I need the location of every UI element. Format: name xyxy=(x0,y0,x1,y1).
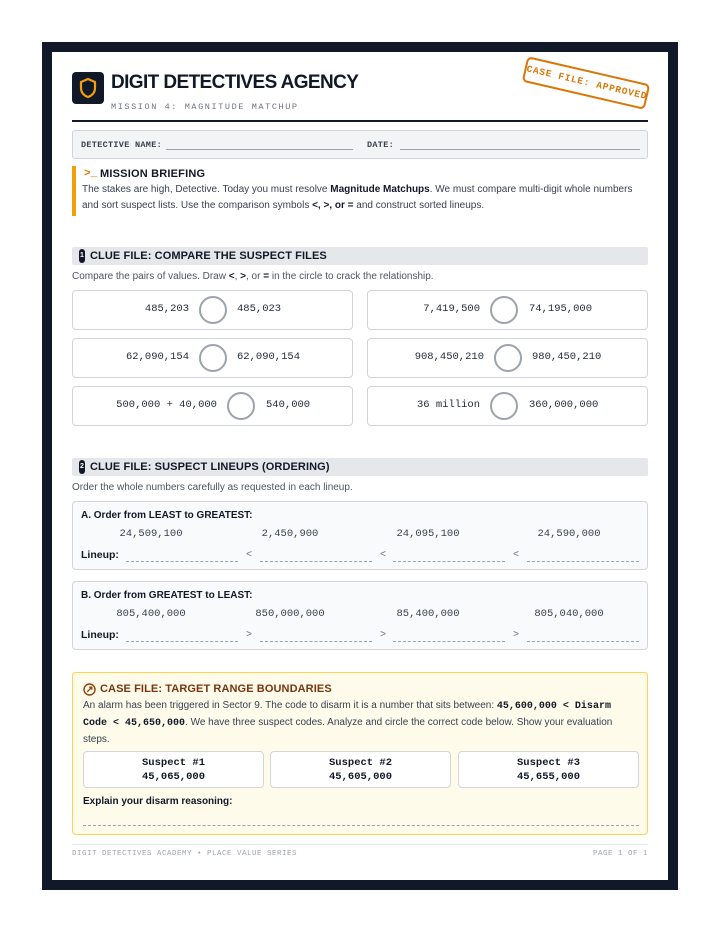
compare-left-value: 500,000 + 40,000 xyxy=(116,399,217,411)
lineup-answer-slot[interactable] xyxy=(126,641,238,642)
lineup-answer-slot[interactable] xyxy=(126,561,238,562)
lineup-number: 24,509,100 xyxy=(119,528,183,540)
lineup-title: B. Order from GREATEST to LEAST: xyxy=(81,590,253,601)
compare-card xyxy=(367,290,648,330)
suspect-name: Suspect #2 xyxy=(328,757,392,769)
lineup-answer-slot[interactable] xyxy=(260,561,372,562)
date-label: DATE: xyxy=(367,140,395,150)
compare-left-value: 485,203 xyxy=(144,303,189,315)
lineup-number: 2,450,900 xyxy=(261,528,319,540)
briefing-text: The stakes are high, Detective. Today you must resolve Magnitude Matchups. We must compare multi-digit whole numbers and sort suspect lists. Use the comparison symbols <, >, or = and construct sorted lineups. xyxy=(82,184,633,211)
footer-divider xyxy=(72,844,648,845)
lineup-answer-slot[interactable] xyxy=(393,641,505,642)
suspect-code-card[interactable] xyxy=(83,751,264,788)
target-description: An alarm has been triggered in Sector 9. The code to disarm it is a number that sits between: 45,600,000 < Disarm Code < 45,650,000. We have three suspect codes. Analyze and circle the correct code below. Show your evaluation steps. xyxy=(83,700,613,745)
briefing-title: MISSION BRIEFING xyxy=(100,168,206,180)
date-field[interactable] xyxy=(400,149,640,150)
compare-card xyxy=(367,386,648,426)
compare-right-value: 360,000,000 xyxy=(529,399,599,411)
greater-than-symbol: > xyxy=(513,629,519,640)
target-icon xyxy=(83,683,96,696)
target-range-card xyxy=(72,672,648,835)
lineup-number: 805,040,000 xyxy=(534,608,604,620)
compare-answer-circle[interactable] xyxy=(490,392,518,420)
section-title: CLUE FILE: SUSPECT LINEUPS (ORDERING) xyxy=(90,461,330,473)
suspect-value: 45,655,000 xyxy=(516,771,580,783)
suspect-value: 45,065,000 xyxy=(141,771,205,783)
section-2-instructions: Order the whole numbers carefully as requested in each lineup. xyxy=(72,482,353,493)
footer-page-number: PAGE 1 OF 1 xyxy=(592,850,648,858)
compare-left-value: 36 million xyxy=(416,399,480,411)
less-than-symbol: < xyxy=(513,549,519,560)
compare-card xyxy=(72,386,353,426)
compare-left-value: 908,450,210 xyxy=(414,351,484,363)
suspect-name: Suspect #1 xyxy=(141,757,205,769)
lineup-number: 24,095,100 xyxy=(396,528,460,540)
lineup-number: 850,000,000 xyxy=(255,608,325,620)
less-than-symbol: < xyxy=(380,549,386,560)
explain-answer-line[interactable] xyxy=(83,825,639,826)
lineup-label: Lineup: xyxy=(81,549,119,561)
lineup-number: 85,400,000 xyxy=(396,608,460,620)
compare-card xyxy=(367,338,648,378)
greater-than-symbol: > xyxy=(380,629,386,640)
mission-subtitle: MISSION 4: MAGNITUDE MATCHUP xyxy=(111,102,299,112)
lineup-title: A. Order from LEAST to GREATEST: xyxy=(81,510,253,521)
header-divider xyxy=(72,120,648,122)
compare-left-value: 62,090,154 xyxy=(125,351,189,363)
lineup-answer-slot[interactable] xyxy=(527,561,639,562)
briefing-accent-bar xyxy=(72,166,76,216)
suspect-code-card[interactable] xyxy=(270,751,451,788)
compare-answer-circle[interactable] xyxy=(494,344,522,372)
worksheet-page xyxy=(52,52,668,880)
target-title: CASE FILE: TARGET RANGE BOUNDARIES xyxy=(100,683,332,695)
section-number: 1 xyxy=(79,249,85,263)
lineup-answer-slot[interactable] xyxy=(260,641,372,642)
less-than-symbol: < xyxy=(246,549,252,560)
compare-right-value: 62,090,154 xyxy=(237,351,301,363)
compare-answer-circle[interactable] xyxy=(227,392,255,420)
lineup-number: 24,590,000 xyxy=(537,528,601,540)
explain-label: Explain your disarm reasoning: xyxy=(83,796,233,807)
detective-name-label: DETECTIVE NAME: xyxy=(81,140,163,150)
worksheet-frame xyxy=(42,42,678,890)
lineup-answer-slot[interactable] xyxy=(527,641,639,642)
page-title: DIGIT DETECTIVES AGENCY xyxy=(111,72,359,93)
detective-name-field[interactable] xyxy=(166,149,353,150)
compare-answer-circle[interactable] xyxy=(199,344,227,372)
section-1-instructions: Compare the pairs of values. Draw <, >, or = in the circle to crack the relationship. xyxy=(72,271,434,282)
detective-id-bar xyxy=(72,130,648,159)
lineup-label: Lineup: xyxy=(81,629,119,641)
section-2-header xyxy=(72,458,648,476)
section-1-header xyxy=(72,247,648,265)
compare-right-value: 485,023 xyxy=(237,303,282,315)
terminal-icon: >_ xyxy=(84,168,98,180)
approved-stamp: CASE FILE: APPROVED xyxy=(522,56,651,110)
compare-right-value: 540,000 xyxy=(266,399,311,411)
shield-icon xyxy=(79,78,97,98)
compare-card xyxy=(72,338,353,378)
compare-right-value: 74,195,000 xyxy=(529,303,593,315)
logo xyxy=(72,72,104,104)
suspect-value: 45,605,000 xyxy=(328,771,392,783)
lineup-number: 805,400,000 xyxy=(116,608,186,620)
footer-series: DIGIT DETECTIVES ACADEMY • PLACE VALUE SERIES xyxy=(72,850,298,858)
lineup-answer-slot[interactable] xyxy=(393,561,505,562)
compare-answer-circle[interactable] xyxy=(490,296,518,324)
suspect-name: Suspect #3 xyxy=(516,757,580,769)
compare-left-value: 7,419,500 xyxy=(423,303,480,315)
section-number: 2 xyxy=(79,460,85,474)
lineup-card-b xyxy=(72,581,648,650)
greater-than-symbol: > xyxy=(246,629,252,640)
compare-answer-circle[interactable] xyxy=(199,296,227,324)
lineup-card-a xyxy=(72,501,648,570)
compare-card xyxy=(72,290,353,330)
compare-right-value: 980,450,210 xyxy=(532,351,602,363)
section-title: CLUE FILE: COMPARE THE SUSPECT FILES xyxy=(90,250,327,262)
suspect-code-card[interactable] xyxy=(458,751,639,788)
